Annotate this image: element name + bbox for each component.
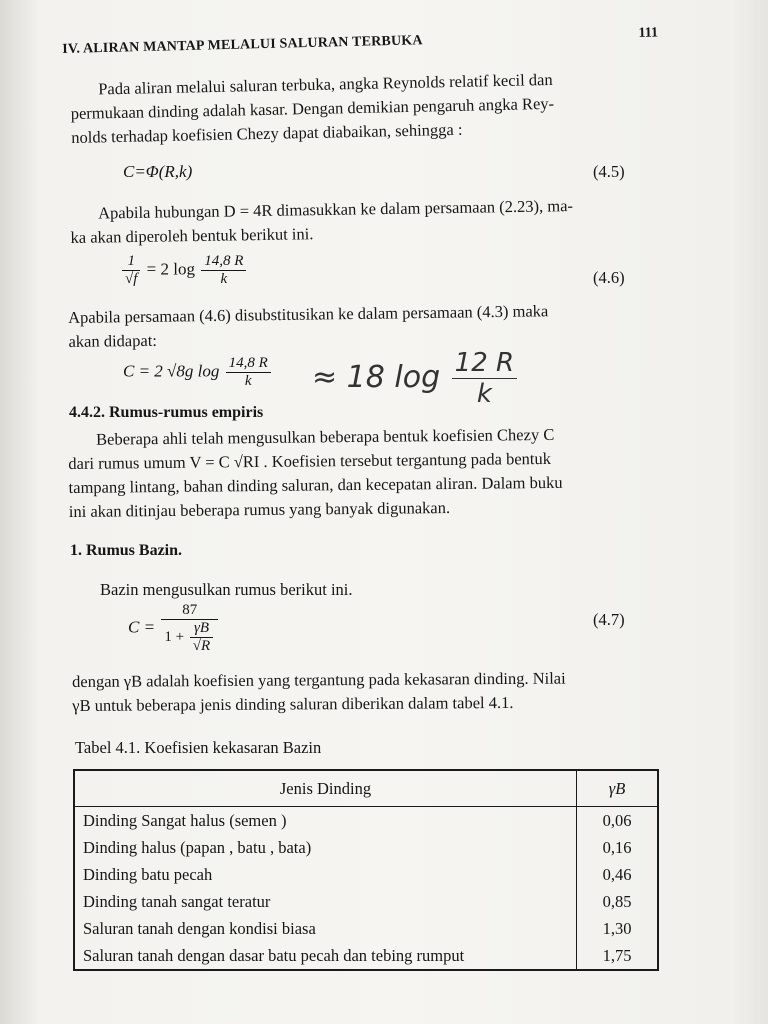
column-header-wall-type: Jenis Dinding [74,770,577,807]
gamma-b-cell: 0,85 [577,888,659,915]
fraction-denominator [161,620,218,655]
text-line: Bazin mengusulkan rumus berikut ini. [100,580,353,599]
table-header-row [74,770,658,807]
fraction [161,602,218,655]
table-row [74,888,658,915]
equation-lhs: C = [128,617,156,637]
table-caption: Tabel 4.1. Koefisien kekasaran Bazin [75,738,322,757]
text-line: akan didapat: [68,330,158,351]
table-row [74,861,658,888]
text-line: Apabila hubungan D = 4R dimasukkan ke dalam persamaan (2.23), ma- [98,196,574,223]
wall-type-cell: Dinding batu pecah [74,861,577,888]
gamma-b-cell: 0,06 [577,807,659,835]
wall-type-cell: Dinding tanah sangat teratur [74,888,577,915]
fraction [226,355,271,390]
equation-middle: = 2 log [146,259,195,279]
fraction-denominator: k [476,379,492,409]
fraction [201,253,246,288]
fraction-denominator: √R [192,638,211,654]
paragraph-3 [68,299,549,354]
wall-type-cell: Saluran tanah dengan kondisi biasa [74,915,577,942]
gamma-b-cell: 0,16 [577,834,659,861]
page-header [62,25,660,58]
table-row [74,915,658,942]
section-heading: 4.4.2. Rumus-rumus empiris [69,404,264,421]
equation-4-5: C=Φ(R,k) [123,162,193,181]
text-line: permukaan dinding adalah kasar. Dengan demikian pengaruh angka Rey- [70,93,555,123]
table-row [74,834,658,861]
text-line: Beberapa ahli telah mengusulkan beberapa bentuk koefisien Chezy C [96,424,555,449]
text-line: nolds terhadap koefisien Chezy dapat diabaikan, sehingga : [71,119,463,147]
fraction-numerator: 14,8 R [226,355,271,373]
bazin-roughness-table [73,769,659,971]
text-line: ini akan ditinjau beberapa rumus yang banyak digunakan. [68,498,451,521]
text-line: γB untuk beberapa jenis dinding saluran diberikan dalam tabel 4.1. [72,692,514,715]
text-line: tampang lintang, bahan dinding saluran, dan kecepatan aliran. Dalam buku [68,472,563,497]
handwritten-fraction [452,348,517,409]
paragraph-2 [70,194,574,250]
handwritten-annotation [312,348,519,409]
subsection-heading: 1. Rumus Bazin. [70,542,183,559]
equation-number: (4.7) [593,610,625,629]
table-row [74,942,658,970]
fraction-denominator: √f [125,271,138,287]
fraction-numerator: 12 R [452,348,517,379]
bazin-intro [100,578,353,602]
wall-type-cell: Dinding Sangat halus (semen ) [74,807,577,835]
page-number: 111 [638,25,659,41]
inner-fraction [190,620,213,655]
handwritten-prefix: ≈ 18 log [312,360,441,395]
gamma-b-cell: 0,46 [577,861,659,888]
equation-number: (4.6) [593,268,625,287]
equation-substituted [123,355,273,390]
intro-paragraph [70,68,555,150]
fraction-denominator: k [244,373,252,389]
equation-4-7 [128,602,220,655]
equation-lhs: C = 2 √8g log [123,361,220,381]
fraction-numerator: γB [190,620,213,638]
section-paragraph [68,423,563,524]
gamma-b-cell: 1,75 [577,942,659,970]
bazin-description [72,667,566,718]
text-line: Apabila persamaan (4.6) disubstitusikan ke dalam persamaan (4.3) maka [68,301,549,327]
wall-type-cell: Dinding halus (papan , batu , bata) [74,834,577,861]
gamma-b-cell: 1,30 [577,915,659,942]
fraction-denominator: k [220,271,228,287]
equation-4-6 [120,253,248,288]
running-head: IV. ALIRAN MANTAP MELALUI SALURAN TERBUKA [62,33,423,57]
wall-type-cell: Saluran tanah dengan dasar batu pecah dan tebing rumput [74,942,577,970]
table-row [74,807,658,835]
denominator-prefix: 1 + [164,628,185,645]
fraction-numerator: 87 [161,602,218,620]
column-header-gamma-b: γB [577,770,659,807]
fraction-numerator: 1 [122,253,140,271]
text-line: Pada aliran melalui saluran terbuka, angka Reynolds relatif kecil dan [98,69,553,99]
fraction-numerator: 14,8 R [201,253,246,271]
equation-number: (4.5) [593,162,625,181]
text-line: ka akan diperoleh bentuk berikut ini. [70,224,314,247]
text-line: dengan γB adalah koefisien yang tergantung pada kekasaran dinding. Nilai [72,668,566,691]
text-line: dari rumus umum V = C √RI . Koefisien tersebut tergantung pada bentuk [68,448,552,473]
fraction [122,253,140,288]
